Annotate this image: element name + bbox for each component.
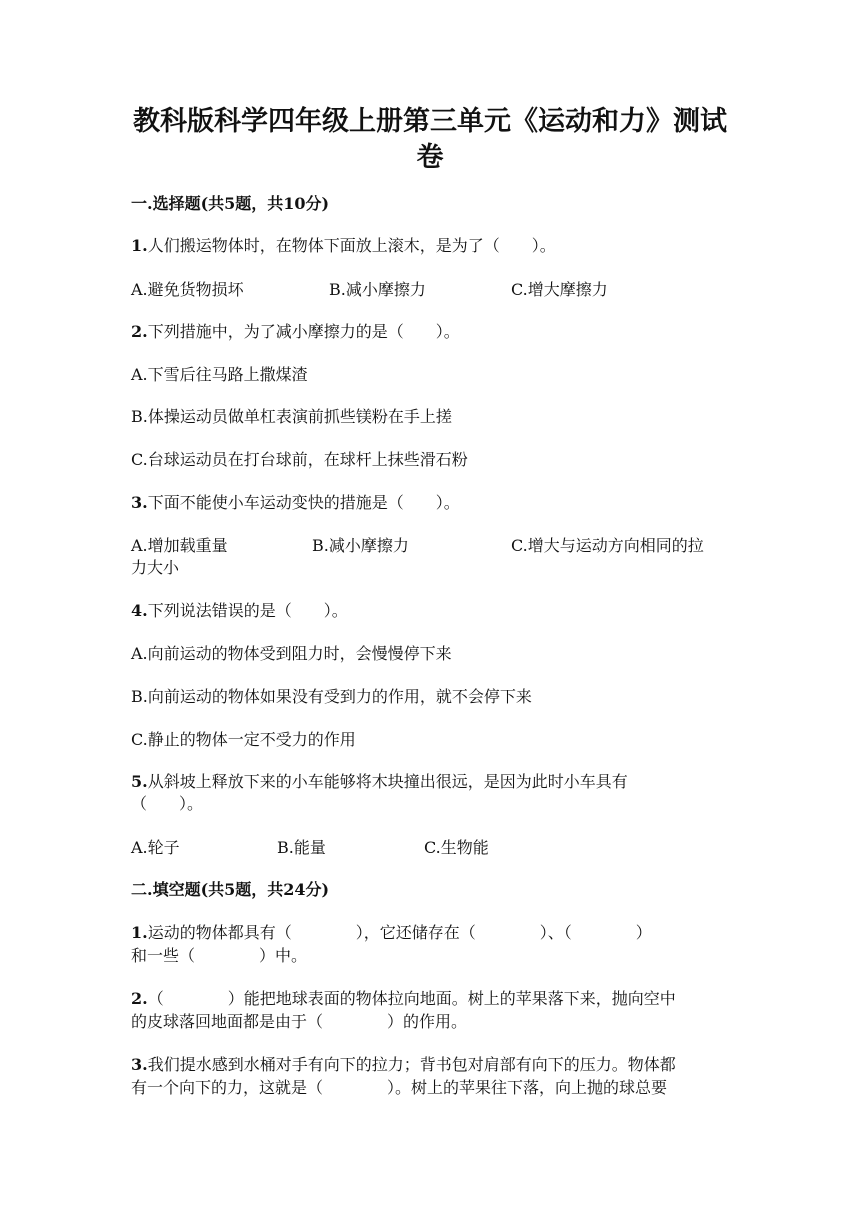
question-1: [131, 236, 556, 256]
fill-question-2: [131, 989, 676, 1009]
option-b: B.减小摩擦力: [312, 536, 409, 555]
section-heading-choice: 一.选择题(共5题，共10分): [131, 194, 330, 213]
option-a: A.向前运动的物体受到阻力时，会慢慢停下来: [131, 644, 452, 663]
option-b: B.向前运动的物体如果没有受到力的作用，就不会停下来: [131, 687, 532, 706]
option-b: B.减小摩擦力: [329, 280, 426, 299]
option-a: A.下雪后往马路上撒煤渣: [131, 365, 308, 384]
fill-question-3-continued: 有一个向下的力，这就是（ ）。树上的苹果往下落，向上抛的球总要: [131, 1078, 668, 1097]
option-c: C.台球运动员在打台球前，在球杆上抹些滑石粉: [131, 450, 468, 469]
question-text: 人们搬运物体时，在物体下面放上滚木，是为了（ ）。: [147, 236, 556, 255]
question-text: 下列说法错误的是（ ）。: [147, 601, 348, 620]
question-number: 5.: [131, 772, 148, 791]
question-number: 3.: [131, 1055, 148, 1074]
option-c: C.增大与运动方向相同的拉: [511, 536, 704, 555]
question-text: 下列措施中，为了减小摩擦力的是（ ）。: [147, 322, 460, 341]
question-text: 下面不能使小车运动变快的措施是（ ）。: [147, 493, 460, 512]
page-title: [130, 104, 730, 176]
question-3: [131, 493, 460, 513]
question-number: 1.: [131, 236, 148, 255]
question-5-continued: （ ）。: [131, 794, 204, 813]
question-number: 4.: [131, 601, 148, 620]
option-a: A.避免货物损坏: [131, 280, 244, 299]
fill-question-1: [131, 923, 652, 943]
question-number: 3.: [131, 493, 148, 512]
fill-question-3: [131, 1055, 676, 1075]
question-text: 从斜坡上释放下来的小车能够将木块撞出很远，是因为此时小车具有: [147, 772, 628, 791]
option-c-continued: 力大小: [131, 558, 180, 577]
section-heading-fill-blank: 二.填空题(共5题，共24分): [131, 880, 330, 899]
question-5: [131, 772, 628, 792]
question-number: 2.: [131, 322, 148, 341]
question-number: 1.: [131, 923, 148, 942]
question-number: 2.: [131, 989, 148, 1008]
option-b: B.能量: [277, 838, 326, 857]
question-text: 运动的物体都具有（ ），它还储存在（ ）、（ ）: [147, 923, 652, 942]
option-c: C.生物能: [424, 838, 489, 857]
question-text: （ ）能把地球表面的物体拉向地面。树上的苹果落下来，抛向空中: [147, 989, 676, 1008]
option-a: A.轮子: [131, 838, 180, 857]
question-2: [131, 322, 460, 342]
fill-question-2-continued: 的皮球落回地面都是由于（ ）的作用。: [131, 1012, 468, 1031]
question-text: 我们提水感到水桶对手有向下的拉力；背书包对肩部有向下的压力。物体都: [147, 1055, 676, 1074]
option-c: C.静止的物体一定不受力的作用: [131, 730, 356, 749]
option-a: A.增加载重量: [131, 536, 228, 555]
question-4: [131, 601, 348, 621]
option-b: B.体操运动员做单杠表演前抓些镁粉在手上搓: [131, 407, 452, 426]
title-line-1: 教科版科学四年级上册第三单元《运动和力》测试: [133, 106, 727, 137]
fill-question-1-continued: 和一些（ ）中。: [131, 946, 308, 965]
option-c: C.增大摩擦力: [511, 280, 608, 299]
title-line-2: 卷: [416, 142, 444, 173]
